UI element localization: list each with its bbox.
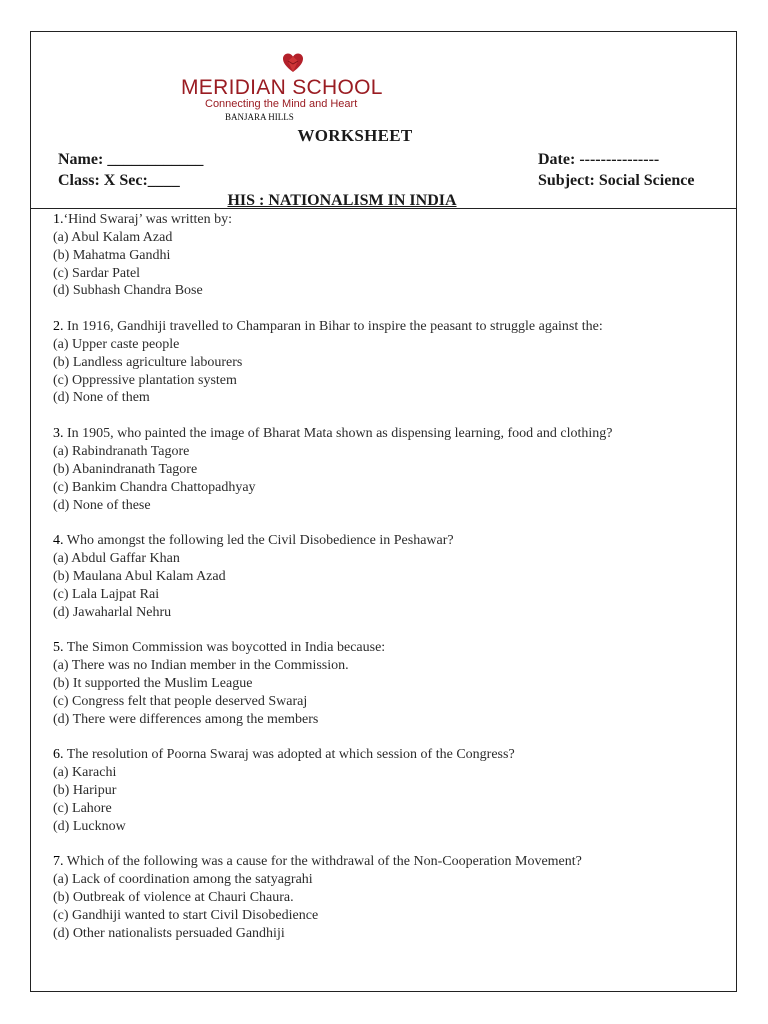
answer-option: (a) Upper caste people bbox=[53, 336, 180, 352]
header-divider bbox=[30, 208, 737, 209]
name-field: Name: ____________ bbox=[58, 151, 204, 168]
question-item bbox=[53, 639, 733, 728]
worksheet-title: WORKSHEET bbox=[297, 126, 413, 145]
answer-option: (d) None of these bbox=[53, 497, 151, 513]
question-number: 7. bbox=[53, 854, 64, 870]
question-item bbox=[53, 853, 733, 942]
question-item bbox=[53, 318, 733, 407]
school-name: MERIDIAN SCHOOL bbox=[181, 76, 383, 99]
date-field: Date: --------------- bbox=[538, 151, 660, 168]
question-text bbox=[53, 532, 733, 550]
answer-option: (d) None of them bbox=[53, 390, 150, 406]
heart-emblem-icon bbox=[282, 52, 304, 74]
answer-option: (a) Abdul Gaffar Khan bbox=[53, 551, 180, 567]
class-section-field: Class: X Sec:____ bbox=[58, 172, 180, 189]
answer-option: (c) Sardar Patel bbox=[53, 265, 141, 281]
answer-option: (b) Abanindranath Tagore bbox=[53, 461, 198, 477]
answer-option: (b) Outbreak of violence at Chauri Chaura. bbox=[53, 890, 294, 906]
answer-option: (a) Rabindranath Tagore bbox=[53, 443, 190, 459]
answer-option: (a) Abul Kalam Azad bbox=[53, 229, 173, 245]
question-number: 4. bbox=[53, 533, 64, 549]
question-item bbox=[53, 746, 733, 835]
question-text bbox=[53, 746, 733, 764]
answer-option: (d) There were differences among the members bbox=[53, 711, 319, 727]
answer-option: (b) It supported the Muslim League bbox=[53, 675, 253, 691]
answer-option: (c) Congress felt that people deserved Swaraj bbox=[53, 693, 308, 709]
answer-option: (a) Karachi bbox=[53, 765, 117, 781]
question-number: 2. bbox=[53, 319, 64, 335]
answer-option: (c) Bankim Chandra Chattopadhyay bbox=[53, 479, 256, 495]
question-prompt: In 1905, who painted the image of Bharat Mata shown as dispensing learning, food and clothing? bbox=[63, 426, 613, 442]
answer-option: (b) Mahatma Gandhi bbox=[53, 247, 171, 263]
question-list bbox=[53, 211, 733, 960]
question-item bbox=[53, 532, 733, 621]
answer-option: (a) Lack of coordination among the satyagrahi bbox=[53, 872, 313, 888]
answer-option: (d) Lucknow bbox=[53, 818, 126, 834]
question-text bbox=[53, 211, 733, 229]
school-tagline: Connecting the Mind and Heart bbox=[205, 98, 358, 110]
question-prompt: The resolution of Poorna Swaraj was adopted at which session of the Congress? bbox=[63, 747, 515, 763]
answer-option: (a) There was no Indian member in the Commission. bbox=[53, 658, 349, 674]
question-prompt: ‘Hind Swaraj’ was written by: bbox=[63, 212, 232, 227]
answer-option: (b) Maulana Abul Kalam Azad bbox=[53, 568, 226, 584]
subject-field: Subject: Social Science bbox=[538, 172, 695, 189]
question-prompt: The Simon Commission was boycotted in India because: bbox=[63, 640, 386, 656]
answer-option: (c) Lahore bbox=[53, 800, 112, 816]
question-prompt: Who amongst the following led the Civil Disobedience in Peshawar? bbox=[63, 533, 454, 549]
question-number: 1. bbox=[53, 212, 64, 227]
question-item bbox=[53, 211, 733, 300]
answer-option: (d) Subhash Chandra Bose bbox=[53, 283, 203, 299]
question-text bbox=[53, 318, 733, 336]
question-text bbox=[53, 853, 733, 871]
question-text bbox=[53, 639, 733, 657]
answer-option: (c) Lala Lajpat Rai bbox=[53, 586, 160, 602]
question-item bbox=[53, 425, 733, 514]
question-prompt: In 1916, Gandhiji travelled to Champaran in Bihar to inspire the peasant to struggle against the: bbox=[63, 319, 603, 335]
answer-option: (b) Haripur bbox=[53, 783, 117, 798]
question-number: 5. bbox=[53, 640, 64, 656]
question-number: 6. bbox=[53, 747, 64, 763]
answer-option: (c) Oppressive plantation system bbox=[53, 372, 237, 388]
answer-option: (d) Other nationalists persuaded Gandhiji bbox=[53, 925, 285, 941]
topic-heading: HIS : NATIONALISM IN INDIA bbox=[227, 192, 457, 209]
answer-option: (c) Gandhiji wanted to start Civil Disobedience bbox=[53, 907, 319, 923]
answer-option: (b) Landless agriculture labourers bbox=[53, 354, 243, 370]
school-location: BANJARA HILLS bbox=[225, 112, 294, 122]
question-prompt: Which of the following was a cause for the withdrawal of the Non-Cooperation Movement? bbox=[63, 854, 582, 870]
question-number: 3. bbox=[53, 426, 64, 442]
answer-option: (d) Jawaharlal Nehru bbox=[53, 604, 172, 620]
question-text bbox=[53, 425, 733, 443]
